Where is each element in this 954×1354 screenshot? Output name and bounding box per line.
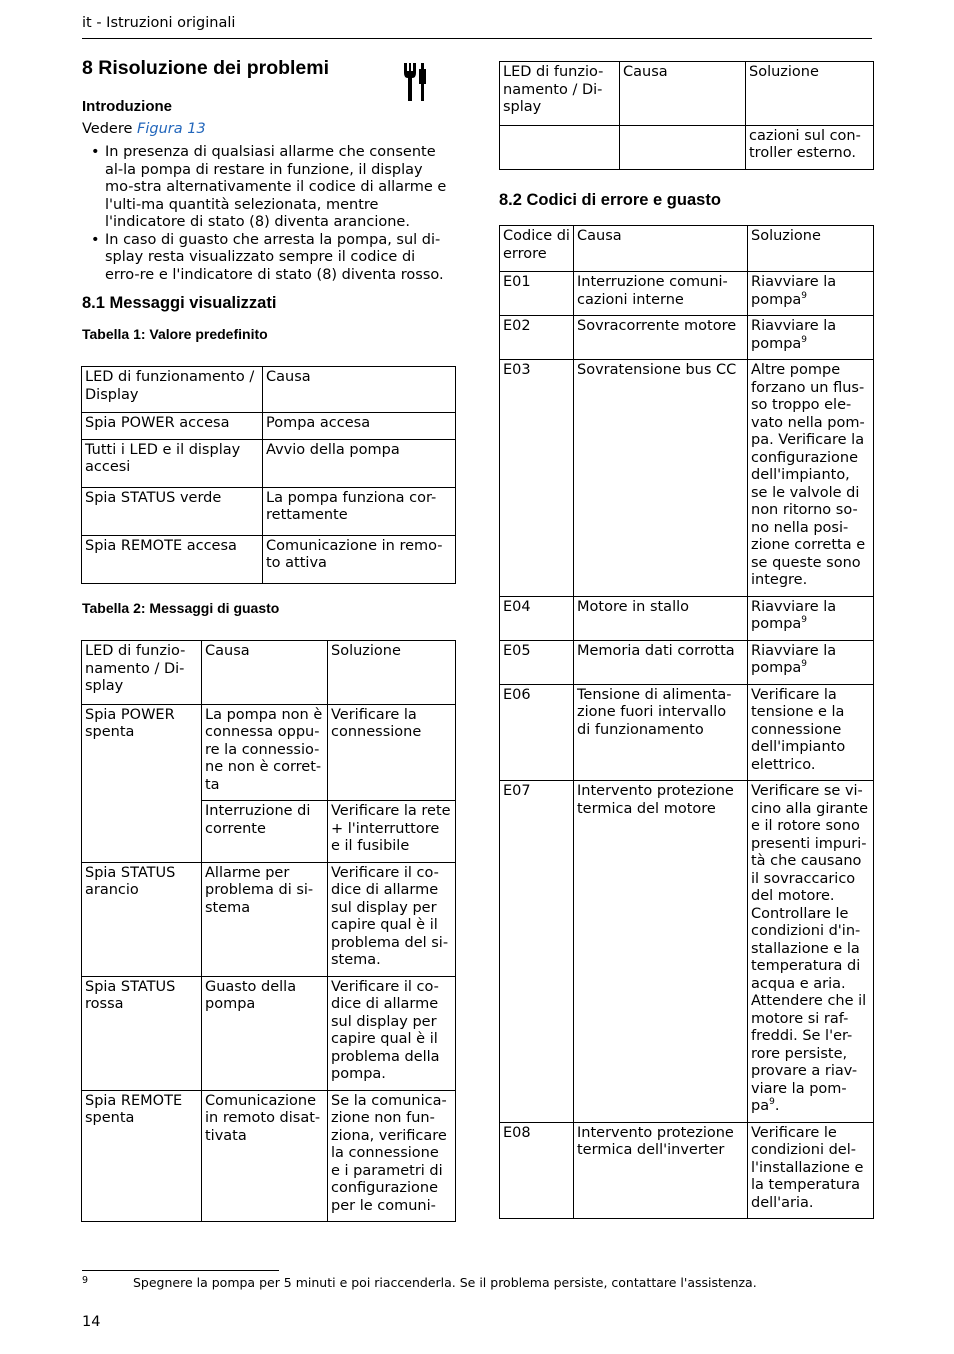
header-cell: Soluzione bbox=[746, 62, 874, 126]
table-cell bbox=[620, 125, 746, 169]
table-row bbox=[82, 535, 456, 583]
table-row bbox=[500, 316, 874, 360]
intro-bullet: • In caso di guasto che arresta la pompa, sul di-splay resta visualizzato sempre il codice di erro-re e l'indicatore di stato (8) diventa rosso. bbox=[82, 232, 454, 285]
solution-text: Riavviare la pompa bbox=[751, 274, 837, 308]
error-code-rows bbox=[500, 272, 874, 1219]
table-cell: Allarme per problema di si-stema bbox=[202, 862, 328, 976]
footnote-ref[interactable]: 9 bbox=[801, 659, 808, 670]
section-8-2-title: 8.2 Codici di errore e guasto bbox=[499, 191, 721, 209]
solution-text: Verificare le condizioni del-l'installazione e la temperatura dell'aria. bbox=[751, 1124, 864, 1211]
table-cell: Verificare il co-dice di allarme sul display per capire qual è il problema del si-stema. bbox=[328, 862, 456, 976]
header-cell: Soluzione bbox=[328, 641, 456, 705]
header-cell: LED di funzio-namento / Di-splay bbox=[82, 641, 202, 705]
see-figure-line bbox=[82, 121, 206, 139]
running-header: it - Istruzioni originali bbox=[82, 15, 236, 31]
table-cell: Verificare la connessione bbox=[328, 704, 456, 801]
table-cell: Interruzione di corrente bbox=[202, 801, 328, 863]
footnote-rule bbox=[82, 1270, 279, 1271]
table-cell: Verificare la rete + l'interruttore e il fusibile bbox=[328, 801, 456, 863]
table-cell bbox=[748, 684, 874, 781]
footnote-ref[interactable]: 9 bbox=[801, 334, 808, 345]
table-header-row bbox=[82, 641, 456, 705]
solution-text: Riavviare la pompa bbox=[751, 598, 837, 632]
figure-link[interactable]: Figura 13 bbox=[137, 121, 206, 137]
intro-heading: Introduzione bbox=[82, 98, 172, 115]
section-title: 8 Risoluzione dei problemi bbox=[82, 57, 330, 79]
footnote-ref[interactable]: 9 bbox=[801, 615, 808, 626]
solution-text: Verificare se vi-cino alla girante e il rotore sono presenti impuri-tà che causano il sovraccarico del motore. Controllare le condizioni d'in-stallazione e la temperatura di acqua e aria. Attendere che il motore si raf-freddi. Se l'er-rore persiste, provare a riav-viare la pom-pa bbox=[751, 783, 868, 1114]
table-cell: Motore in stallo bbox=[574, 596, 748, 640]
table-cell: Spia STATUS verde bbox=[82, 487, 263, 535]
table-fault-messages-continued bbox=[499, 61, 874, 170]
table-row bbox=[500, 1122, 874, 1219]
table-error-codes bbox=[499, 225, 874, 1219]
table-row bbox=[500, 640, 874, 684]
table-cell: Avvio della pompa bbox=[263, 439, 456, 487]
table-cell: Sovracorrente motore bbox=[574, 316, 748, 360]
table-cell: Comunicazione in remoto disat-tivata bbox=[202, 1090, 328, 1222]
table-cell: Comunicazione in remo-to attiva bbox=[263, 535, 456, 583]
table-cell: La pompa funziona cor-rettamente bbox=[263, 487, 456, 535]
table-row bbox=[500, 596, 874, 640]
table-cell: Spia POWER spenta bbox=[82, 704, 202, 862]
header-cell: Codice di errore bbox=[500, 226, 574, 272]
table-cell: E05 bbox=[500, 640, 574, 684]
header-cell: Causa bbox=[202, 641, 328, 705]
intro-bullet: • In presenza di qualsiasi allarme che consente al-la pompa di restare in funzione, il display mo-stra alternativamente il codice di allarme e l'ulti-ma quantità selezionata, mentre l'indicatore di stato (8) diventa arancione. bbox=[82, 144, 454, 232]
solution-text: Riavviare la pompa bbox=[751, 318, 837, 352]
header-cell: Causa bbox=[263, 367, 456, 413]
table-cell: Pompa accesa bbox=[263, 413, 456, 440]
solution-suffix: . bbox=[774, 1098, 780, 1114]
table-cell: Intervento protezione termica dell'inverter bbox=[574, 1122, 748, 1219]
table-fault-messages bbox=[81, 640, 456, 1222]
header-cell: LED di funzio-namento / Di-splay bbox=[500, 62, 620, 126]
table-row bbox=[500, 684, 874, 781]
table-cell: Sovratensione bus CC bbox=[574, 360, 748, 597]
table-cell: E04 bbox=[500, 596, 574, 640]
table-cell: E07 bbox=[500, 781, 574, 1123]
table-cell: Intervento protezione termica del motore bbox=[574, 781, 748, 1123]
table-cell: Memoria dati corrotta bbox=[574, 640, 748, 684]
table-cell bbox=[748, 596, 874, 640]
table-cell: E02 bbox=[500, 316, 574, 360]
table-cell bbox=[500, 125, 620, 169]
footnote-mark: 9 bbox=[82, 1275, 89, 1286]
table-cell: E03 bbox=[500, 360, 574, 597]
table2-caption: Tabella 2: Messaggi di guasto bbox=[82, 600, 280, 616]
table-header-row bbox=[500, 226, 874, 272]
table-row bbox=[82, 1090, 456, 1222]
solution-text: Riavviare la pompa bbox=[751, 642, 837, 676]
intro-bullets bbox=[82, 144, 454, 284]
table-row bbox=[82, 487, 456, 535]
table-cell: Tutti i LED e il display accesi bbox=[82, 439, 263, 487]
table-cell bbox=[748, 1122, 874, 1219]
table-row bbox=[82, 976, 456, 1090]
table-row bbox=[82, 413, 456, 440]
footnote-ref[interactable]: 9 bbox=[801, 290, 808, 301]
table-row bbox=[500, 125, 874, 169]
table-cell: E01 bbox=[500, 272, 574, 316]
table-row bbox=[500, 781, 874, 1123]
table-cell bbox=[748, 360, 874, 597]
solution-text: Verificare la tensione e la connessione dell'impianto elettrico. bbox=[751, 686, 846, 773]
table-cell: Spia REMOTE accesa bbox=[82, 535, 263, 583]
table-header-row bbox=[82, 367, 456, 413]
table-cell: Interruzione comuni-cazioni interne bbox=[574, 272, 748, 316]
table-cell: Tensione di alimenta-zione fuori intervallo di funzionamento bbox=[574, 684, 748, 781]
header-cell: LED di funzionamento / Display bbox=[82, 367, 263, 413]
header-cell: Causa bbox=[574, 226, 748, 272]
footnote-ref[interactable]: 9 bbox=[769, 1097, 775, 1108]
table-cell: Spia REMOTE spenta bbox=[82, 1090, 202, 1222]
table-cell: Guasto della pompa bbox=[202, 976, 328, 1090]
table-row bbox=[500, 272, 874, 316]
table-cell: Spia STATUS arancio bbox=[82, 862, 202, 976]
table-cell: La pompa non è connessa oppu-re la connessio-ne non è corret-ta bbox=[202, 704, 328, 801]
table-cell bbox=[748, 316, 874, 360]
see-text: Vedere bbox=[82, 121, 138, 137]
page-number: 14 bbox=[82, 1314, 101, 1330]
tools-icon bbox=[402, 62, 428, 108]
section-8-1-title: 8.1 Messaggi visualizzati bbox=[82, 294, 277, 312]
table-cell: Verificare il co-dice di allarme sul display per capire qual è il problema della pompa. bbox=[328, 976, 456, 1090]
table-row bbox=[82, 704, 456, 801]
table-header-row bbox=[500, 62, 874, 126]
header-cell: Soluzione bbox=[748, 226, 874, 272]
table-cell: E08 bbox=[500, 1122, 574, 1219]
header-rule bbox=[82, 38, 872, 39]
table-cell: E06 bbox=[500, 684, 574, 781]
footnote-text: Spegnere la pompa per 5 minuti e poi riaccenderla. Se il problema persiste, contattare l'assistenza. bbox=[133, 1275, 757, 1290]
table-row bbox=[82, 862, 456, 976]
table-default-values bbox=[81, 366, 456, 584]
table-cell: cazioni sul con-troller esterno. bbox=[746, 125, 874, 169]
header-cell: Causa bbox=[620, 62, 746, 126]
table-row bbox=[82, 439, 456, 487]
table-row bbox=[500, 360, 874, 597]
table-cell: Spia STATUS rossa bbox=[82, 976, 202, 1090]
table-cell bbox=[748, 640, 874, 684]
solution-text: Altre pompe forzano un flus-so troppo ele-vato nella pom-pa. Verificare la configurazione dell'impianto, se le valvole di non ritorno so-no nella posi-zione corretta e se queste sono integre. bbox=[751, 362, 866, 588]
table-cell: Se la comunica-zione non fun-ziona, verificare la connessione e i parametri di configurazione per le comuni- bbox=[328, 1090, 456, 1222]
table-cell bbox=[748, 781, 874, 1123]
table-cell: Spia POWER accesa bbox=[82, 413, 263, 440]
table-cell bbox=[748, 272, 874, 316]
table1-caption: Tabella 1: Valore predefinito bbox=[82, 326, 268, 342]
